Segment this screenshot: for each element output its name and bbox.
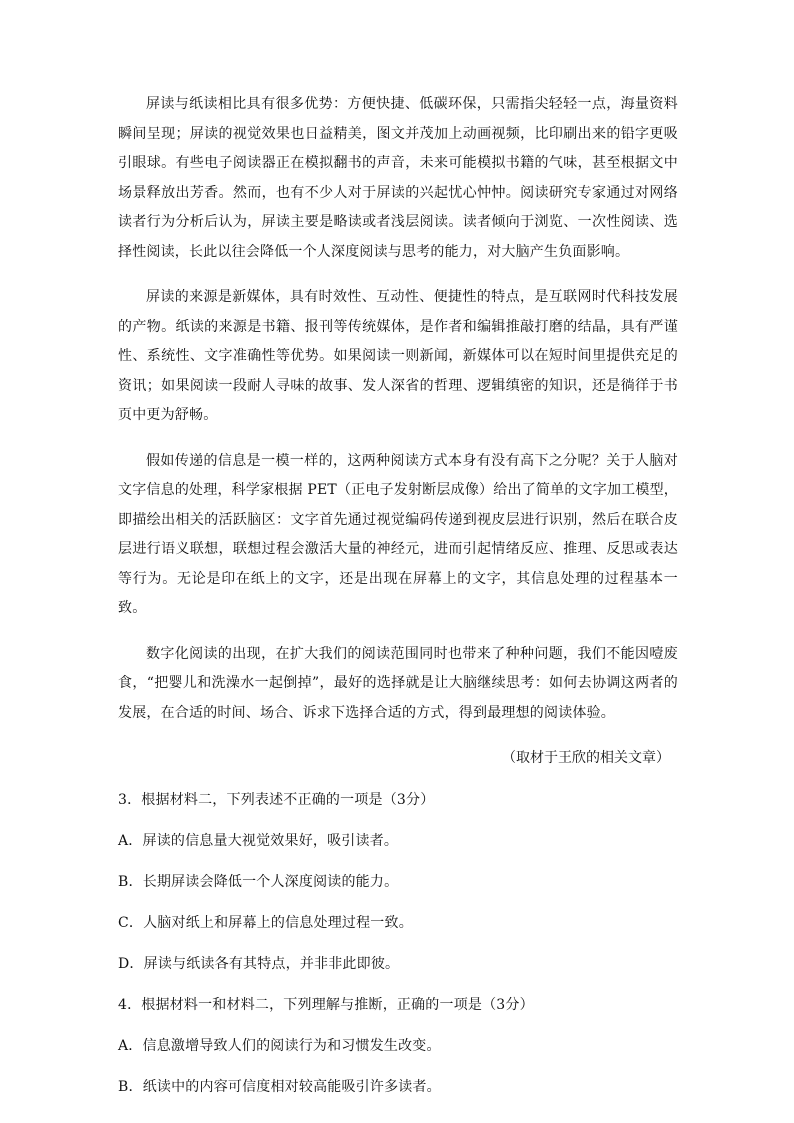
option-a: A．屏读的信息量大视觉效果好，吸引读者。 [118, 832, 399, 849]
option-b: B．纸读中的内容可信度相对较高能吸引许多读者。 [118, 1078, 441, 1095]
document-page [118, 90, 678, 1118]
passage-source: （取材于王欣的相关文章） [502, 750, 670, 766]
passage-paragraph-4: 数字化阅读的出现，在扩大我们的阅读范围同时也带来了种种问题，我们不能因噎废食，“把婴儿和洗澡水一起倒掉”，最好的选择就是让大脑继续思考：如何去协调这两者的发展，在合适的时间、场合、诉求下选择合适的方式，得到最理想的阅读体验。 [118, 645, 678, 721]
question-3 [118, 790, 678, 974]
question-stem: 3．根据材料二，下列表述不正确的一项是（3分） [118, 791, 435, 808]
passage-paragraph-3: 假如传递的信息是一模一样的，这两种阅读方式本身有没有高下之分呢？关于人脑对文字信息的处理，科学家根据 PET（正电子发射断层成像）给出了简单的文字加工模型，即描绘出相关的活跃脑区：文字首先通过视觉编码传递到视皮层进行识别，然后在联合皮层进行语义联想，联想过程会激活大量的神经元，进而引起情绪反应、推理、反思或表达等行为。无论是印在纸上的文字，还是出现在屏幕上的文字，其信息处理的过程基本一致。 [118, 452, 678, 616]
option-a: A．信息激增导致人们的阅读行为和习惯发生改变。 [118, 1037, 441, 1054]
question-4 [118, 995, 678, 1097]
question-stem: 4．根据材料一和材料二，下列理解与推断，正确的一项是（3分） [118, 996, 534, 1013]
passage-paragraph-1: 屏读与纸读相比具有很多优势：方便快捷、低碳环保，只需指尖轻轻一点，海量资料瞬间呈现；屏读的视觉效果也日益精美，图文并茂加上动画视频，比印刷出来的铅字更吸引眼球。有些电子阅读器正在模拟翻书的声音，未来可能模拟书籍的气味，甚至根据文中场景释放出芳香。然而，也有不少人对于屏读的兴起忧心忡忡。阅读研究专家通过对网络读者行为分析后认为，屏读主要是略读或者浅层阅读。读者倾向于浏览、一次性阅读、选择性阅读，长此以往会降低一个人深度阅读与思考的能力，对大脑产生负面影响。 [118, 96, 678, 260]
reading-passage [118, 90, 678, 774]
option-b: B．长期屏读会降低一个人深度阅读的能力。 [118, 873, 399, 890]
option-d: D．屏读与纸读各有其特点，并非非此即彼。 [118, 955, 400, 972]
option-c: C．人脑对纸上和屏幕上的信息处理过程一致。 [118, 914, 413, 931]
passage-paragraph-2: 屏读的来源是新媒体，具有时效性、互动性、便捷性的特点，是互联网时代科技发展的产物。纸读的来源是书籍、报刊等传统媒体，是作者和编辑推敲打磨的结晶，具有严谨性、系统性、文字准确性等优势。如果阅读一则新闻，新媒体可以在短时间里提供充足的资讯；如果阅读一段耐人寻味的故事、发人深省的哲理、逻辑缜密的知识，还是徜徉于书页中更为舒畅。 [118, 289, 678, 423]
